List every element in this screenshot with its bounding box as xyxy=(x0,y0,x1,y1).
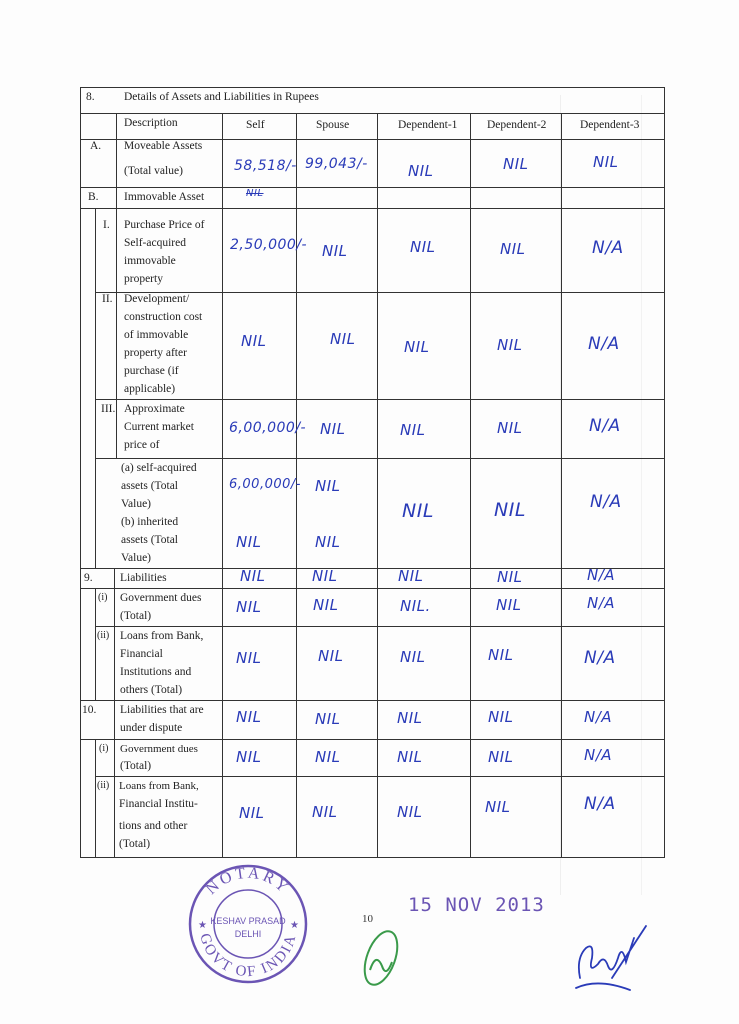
notary-seal xyxy=(186,862,310,986)
row-bi-line3: immovable xyxy=(124,255,176,267)
row-a-spouse-value: 99,043/- xyxy=(305,156,368,172)
header-self: Self xyxy=(246,119,265,131)
row-b-label: B. xyxy=(88,191,99,203)
row-10ii-line3: tions and other xyxy=(119,820,188,832)
row-10-spouse-value: NIL xyxy=(315,710,341,728)
row-9ii-label: (ii) xyxy=(97,630,110,641)
row-9-dep2-value: NIL xyxy=(497,568,523,586)
row-bii-line6: applicable) xyxy=(124,383,176,395)
row-a-desc-line1: Moveable Assets xyxy=(124,140,203,152)
row-9i-spouse-value: NIL xyxy=(313,596,339,614)
row-biii-label: III. xyxy=(101,403,116,415)
row-biii-line3: price of xyxy=(124,439,160,451)
row-bii-dep3-value: N/A xyxy=(588,334,620,354)
row-10ii-line1: Loans from Bank, xyxy=(119,780,199,792)
row-9i-dep1-value: NIL. xyxy=(400,597,431,615)
row-10i-line1: Government dues xyxy=(120,743,198,755)
row-bi-dep1-value: NIL xyxy=(410,238,436,256)
row-bab-self-b-value: NIL xyxy=(236,533,262,551)
row-10-self-value: NIL xyxy=(236,708,262,726)
row-bii-self-value: NIL xyxy=(241,332,267,350)
row-bii-line4: property after xyxy=(124,347,187,359)
row-a-dep3-value: NIL xyxy=(593,153,619,171)
row-bab-dep3-value: N/A xyxy=(590,492,622,512)
seal-name: KESHAV PRASAD xyxy=(210,916,286,926)
row-10-line2: under dispute xyxy=(120,722,183,734)
row-9-spouse-value: NIL xyxy=(312,567,338,585)
row-bii-dep2-value: NIL xyxy=(497,336,523,354)
row-bi-spouse-value: NIL xyxy=(322,242,348,260)
date-stamp: 15 NOV 2013 xyxy=(408,894,545,916)
row-10i-spouse-value: NIL xyxy=(315,748,341,766)
row-bab-line6: Value) xyxy=(121,552,152,564)
row-bab-line3: Value) xyxy=(121,498,152,510)
row-9-desc: Liabilities xyxy=(120,572,167,584)
row-biii-self-value: 6,00,000/- xyxy=(229,420,307,436)
seal-star-left-icon: ★ xyxy=(198,920,207,931)
header-description: Description xyxy=(124,117,178,129)
row-bab-spouse-a-value: NIL xyxy=(315,477,341,495)
header-dependent-2: Dependent-2 xyxy=(487,119,547,131)
header-spouse: Spouse xyxy=(316,119,350,131)
signature-mark xyxy=(568,918,648,996)
row-9ii-line3: Institutions and xyxy=(120,666,192,678)
row-bi-self-value: 2,50,000/- xyxy=(230,237,308,253)
row-a-self-value: 58,518/- xyxy=(234,158,297,174)
row-10-dep2-value: NIL xyxy=(488,708,514,726)
row-9-label: 9. xyxy=(84,572,93,584)
row-b-self-struck-mark: NIL xyxy=(246,188,264,199)
row-10-line1: Liabilities that are xyxy=(120,704,204,716)
row-bii-line2: construction cost xyxy=(124,311,203,323)
seal-star-right-icon: ★ xyxy=(290,920,299,931)
row-bab-line1: (a) self-acquired xyxy=(121,462,197,474)
green-initials-mark xyxy=(356,922,406,992)
row-bi-line1: Purchase Price of xyxy=(124,219,205,231)
row-9ii-line2: Financial xyxy=(120,648,163,660)
row-bab-dep1-value: NIL xyxy=(402,500,434,522)
row-bab-spouse-b-value: NIL xyxy=(315,533,341,551)
row-9ii-dep1-value: NIL xyxy=(400,648,426,666)
row-10ii-line2: Financial Institu- xyxy=(119,798,198,810)
row-bi-label: I. xyxy=(103,219,110,231)
row-10i-line2: (Total) xyxy=(120,760,152,772)
row-10-dep3-value: N/A xyxy=(584,708,613,726)
row-a-label: A. xyxy=(90,140,102,152)
row-9-dep1-value: NIL xyxy=(398,567,424,585)
row-biii-line1: Approximate xyxy=(124,403,185,415)
row-bii-label: II. xyxy=(102,293,113,305)
row-9i-self-value: NIL xyxy=(236,598,262,616)
row-biii-dep1-value: NIL xyxy=(400,421,426,439)
row-10-label: 10. xyxy=(82,704,97,716)
row-bii-line1: Development/ xyxy=(124,293,190,305)
row-bii-dep1-value: NIL xyxy=(404,338,430,356)
row-a-dep1-value: NIL xyxy=(408,162,434,180)
row-9-self-value: NIL xyxy=(240,567,266,585)
seal-bottom-text: GOVT OF INDIA xyxy=(196,931,300,981)
header-dependent-3: Dependent-3 xyxy=(580,119,640,131)
row-9i-dep2-value: NIL xyxy=(496,596,522,614)
row-9ii-dep2-value: NIL xyxy=(488,646,514,664)
row-10i-dep3-value: N/A xyxy=(584,746,613,764)
row-bi-dep3-value: N/A xyxy=(592,238,624,258)
row-10i-dep1-value: NIL xyxy=(397,748,423,766)
row-10ii-dep2-value: NIL xyxy=(485,798,511,816)
row-bab-line5: assets (Total xyxy=(121,534,179,546)
row-bab-dep2-value: NIL xyxy=(494,499,526,521)
row-b-desc: Immovable Asset xyxy=(124,191,205,203)
row-bii-line5: purchase (if xyxy=(124,365,179,377)
svg-text:NOTARY xyxy=(203,865,293,898)
row-10ii-spouse-value: NIL xyxy=(312,803,338,821)
row-a-desc-line2: (Total value) xyxy=(124,165,183,177)
row-9i-line1: Government dues xyxy=(120,592,202,604)
row-9ii-self-value: NIL xyxy=(236,649,262,667)
page-number: 10 xyxy=(362,913,373,925)
row-10ii-dep3-value: N/A xyxy=(584,794,616,814)
row-bab-self-a-value: 6,00,000/- xyxy=(229,477,301,492)
row-10ii-self-value: NIL xyxy=(239,804,265,822)
row-9i-line2: (Total) xyxy=(120,610,152,622)
row-9ii-line1: Loans from Bank, xyxy=(120,630,204,642)
row-10ii-label: (ii) xyxy=(97,780,110,791)
row-10i-label: (i) xyxy=(99,743,109,754)
row-biii-line2: Current market xyxy=(124,421,194,433)
row-bii-spouse-value: NIL xyxy=(330,330,356,348)
row-9ii-spouse-value: NIL xyxy=(318,647,344,665)
row-9-dep3-value: N/A xyxy=(587,566,616,584)
row-10ii-dep1-value: NIL xyxy=(397,803,423,821)
seal-city: DELHI xyxy=(234,929,262,939)
header-dependent-1: Dependent-1 xyxy=(398,119,458,131)
row-bi-line4: property xyxy=(124,273,163,285)
row-bi-line2: Self-acquired xyxy=(124,237,186,249)
row-9i-label: (i) xyxy=(98,592,108,603)
row-biii-spouse-value: NIL xyxy=(320,420,346,438)
section-title: Details of Assets and Liabilities in Rupees xyxy=(124,91,319,103)
row-9i-dep3-value: N/A xyxy=(587,594,616,612)
row-bii-line3: of immovable xyxy=(124,329,189,341)
seal-top-text: NOTARY xyxy=(202,864,294,898)
section-number: 8. xyxy=(86,91,95,103)
row-bi-dep2-value: NIL xyxy=(500,240,526,258)
row-9ii-dep3-value: N/A xyxy=(584,648,616,668)
row-10ii-line4: (Total) xyxy=(119,838,151,850)
row-9ii-line4: others (Total) xyxy=(120,684,183,696)
row-biii-dep2-value: NIL xyxy=(497,419,523,437)
row-10i-self-value: NIL xyxy=(236,748,262,766)
row-bab-line4: (b) inherited xyxy=(121,516,179,528)
row-biii-dep3-value: N/A xyxy=(589,416,621,436)
row-10i-dep2-value: NIL xyxy=(488,748,514,766)
row-10-dep1-value: NIL xyxy=(397,709,423,727)
row-a-dep2-value: NIL xyxy=(503,155,529,173)
row-bab-line2: assets (Total xyxy=(121,480,179,492)
